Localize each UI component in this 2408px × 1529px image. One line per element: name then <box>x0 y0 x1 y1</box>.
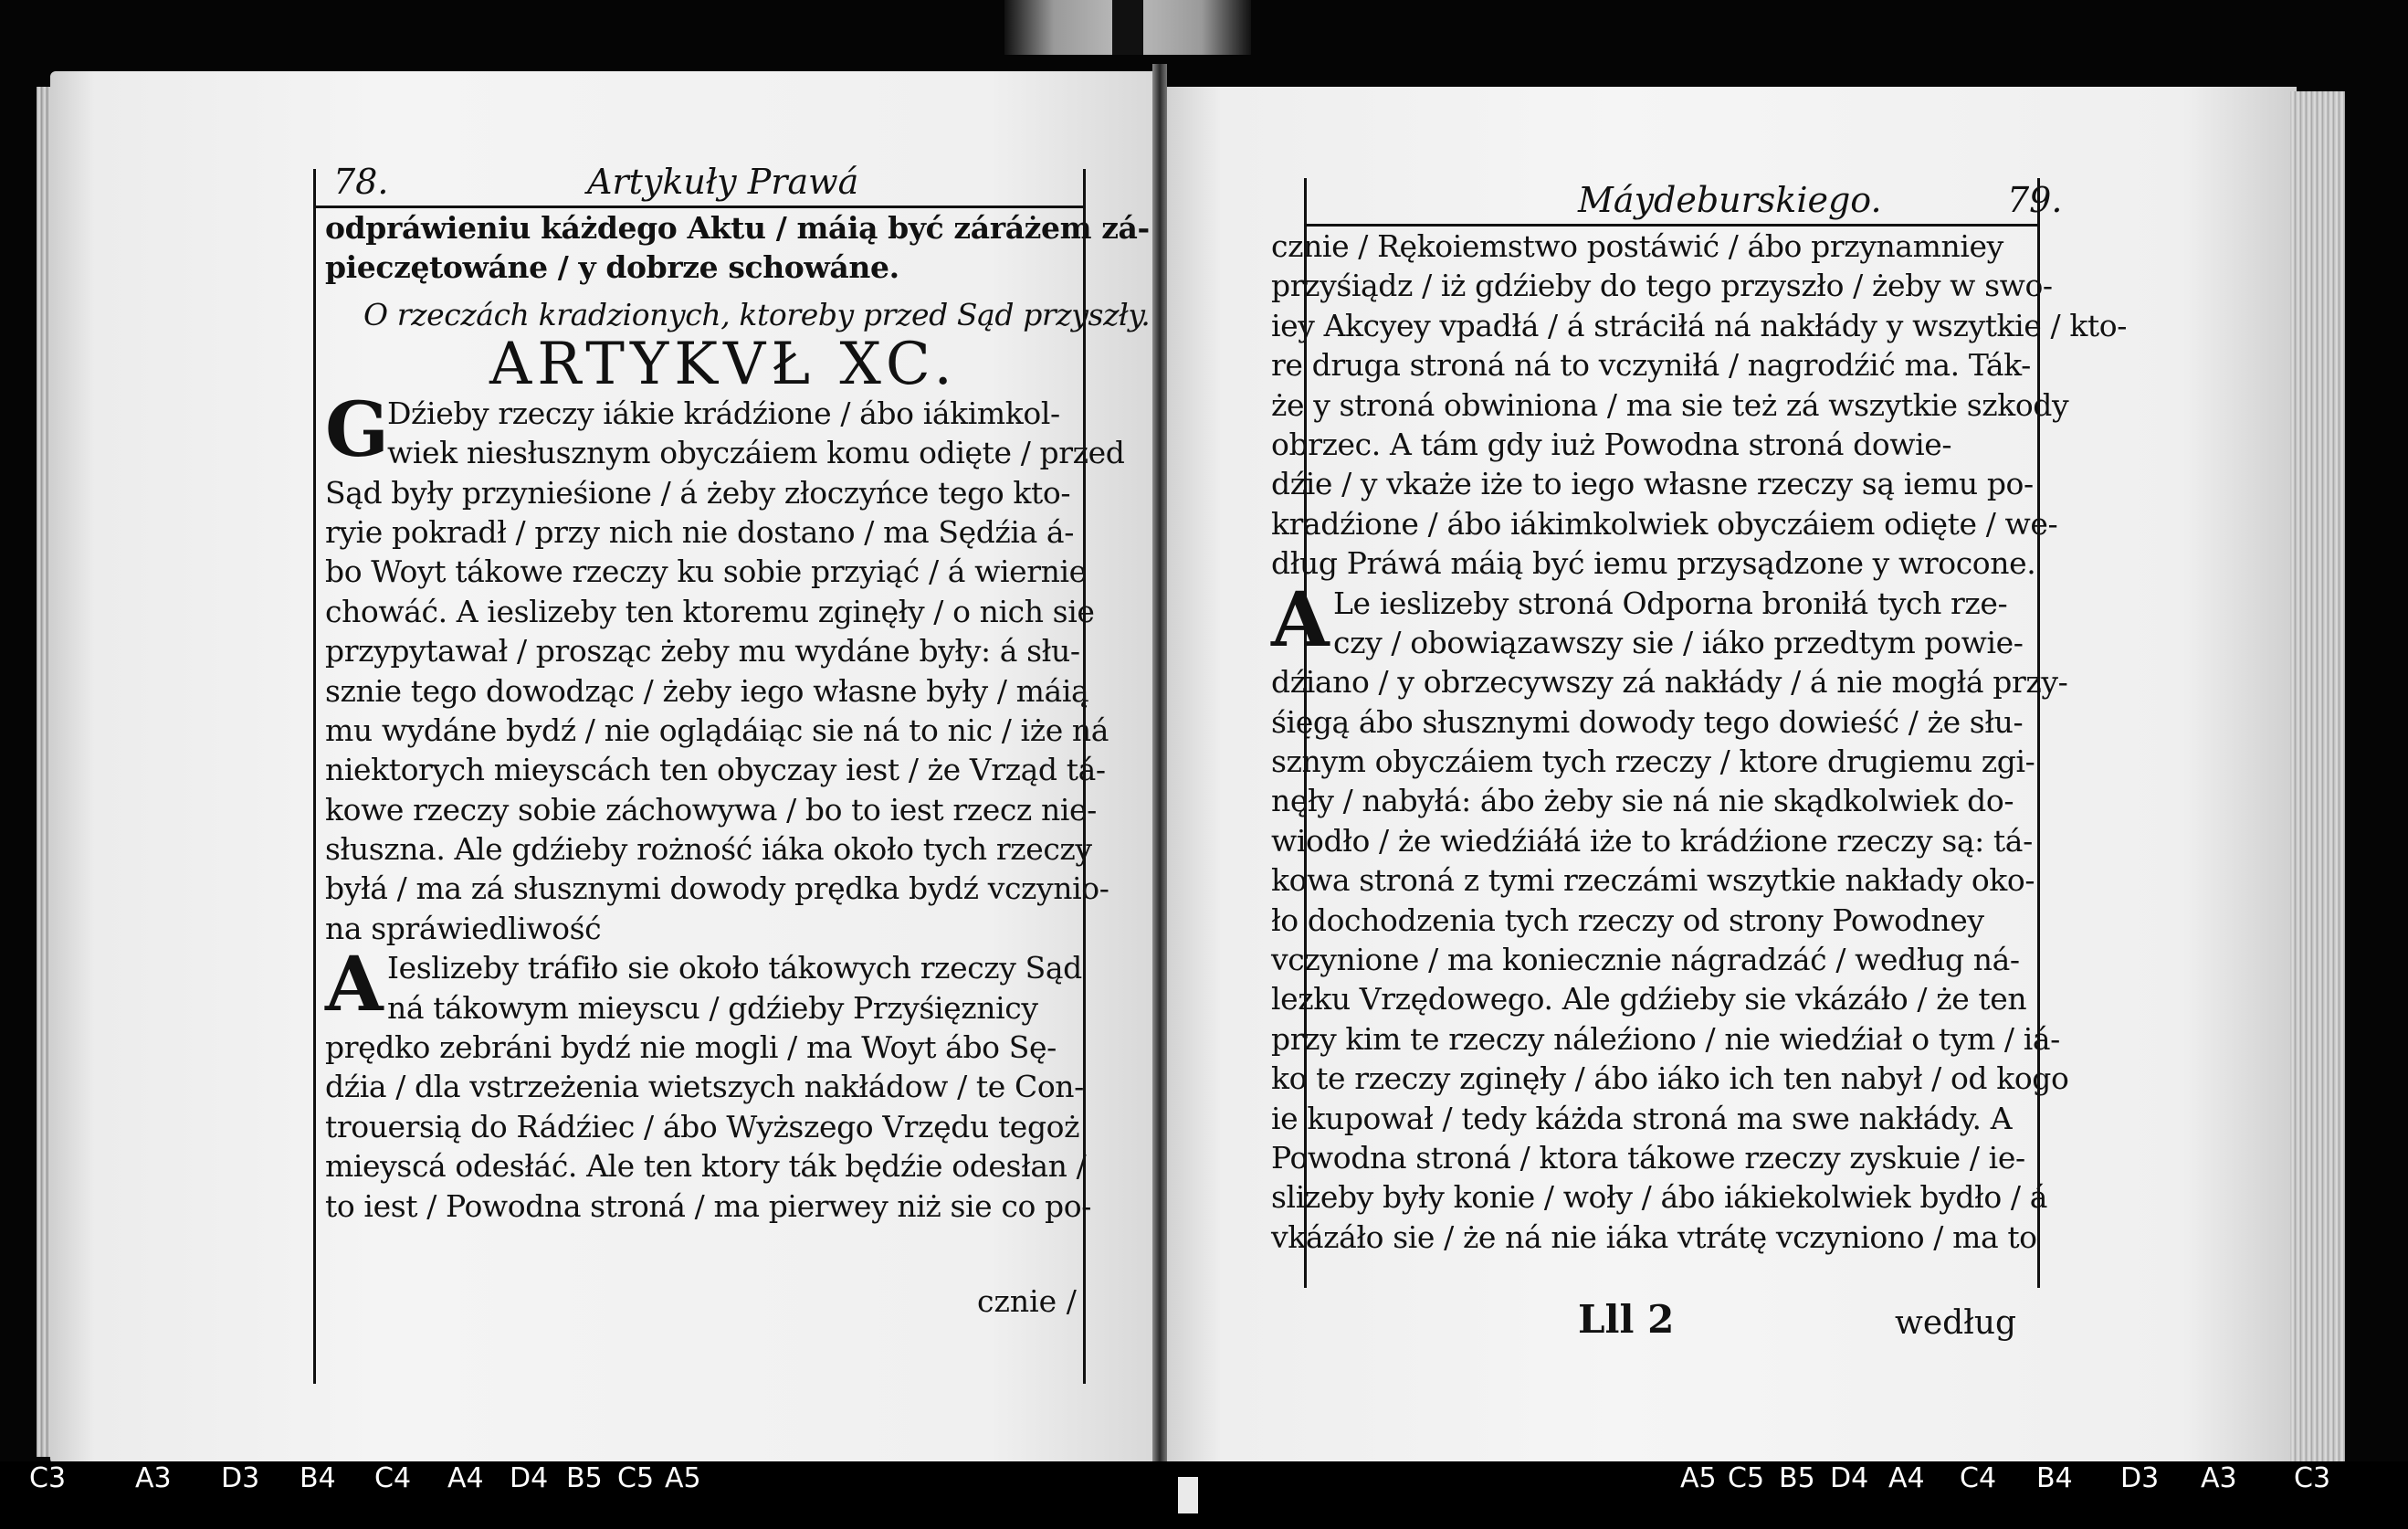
text-line: to iest / Powodna stroná / ma pierwey niż sie co po- <box>325 1187 1091 1224</box>
paragraph-2 <box>1271 575 2127 1258</box>
text-line: wiodło / że wiedźiáłá iże to krádźione rzeczy są: tá- <box>1271 822 2033 859</box>
text-line: lezku Vrzędowego. Ale gdźieby sie vkázáło / że ten <box>1271 981 2027 1018</box>
paragraph-2 <box>325 941 1150 1226</box>
text-line: przyśiądz / iż gdźieby do tego przyszło / żeby w swo- <box>1271 268 2053 304</box>
text-line: śięgą ábo słusznymi dowody tego dowieść / że słu- <box>1271 703 2024 740</box>
left-running-head: Artykuły Prawá <box>587 162 859 202</box>
left-page-text <box>325 208 1150 1226</box>
film-label: A3 <box>135 1462 172 1494</box>
text-line: ło dochodzenia tych rzeczy od strony Powodney <box>1271 902 1984 938</box>
text-line: na spráwiedliwość <box>325 910 602 946</box>
text-line: re druga stroná ná to vczyniłá / nagrodźić ma. Ták- <box>1271 347 2031 384</box>
film-label: D4 <box>1830 1462 1869 1494</box>
film-label: C3 <box>2294 1462 2331 1494</box>
text-line: byłá / ma zá słusznymi dowody prędka bydź vczynio- <box>325 870 1109 907</box>
film-label: B5 <box>1779 1462 1815 1494</box>
text-line: ryie pokradł / przy nich nie dostano / ma Sędźia á- <box>325 513 1074 550</box>
text-line: czy / obowiązawszy sie / iáko przedtym powie- <box>1333 624 2024 660</box>
right-running-head: Máydeburskiego. <box>1578 180 1882 220</box>
film-label: C4 <box>374 1462 412 1494</box>
text-line: przypytawał / prosząc żeby mu wydáne były: á słu- <box>325 633 1080 670</box>
film-label: C3 <box>29 1462 67 1494</box>
top-light-strip <box>1004 0 1251 55</box>
text-line: kradźione / ábo iákimkolwiek obyczáiem odięte / we- <box>1271 505 2058 542</box>
text-line: dźie / y vkaże iże to iego własne rzeczy są iemu po- <box>1271 466 2034 502</box>
film-label: D4 <box>510 1462 549 1494</box>
book-gutter <box>1152 64 1167 1471</box>
text-line: Ieslizeby tráfiło sie około tákowych rzeczy Sąd <box>387 950 1082 986</box>
text-line: przy kim te rzeczy náleźiono / nie wiedźiał o tym / iá- <box>1271 1020 2060 1057</box>
text-line: że y stroná obwiniona / ma sie też zá wszytkie szkody <box>1271 386 2069 423</box>
text-line: slizeby były konie / woły / ábo iákiekolwiek bydło / á <box>1271 1179 2047 1216</box>
film-label: C5 <box>1728 1462 1765 1494</box>
text-line: mieyscá odesłáć. Ale ten ktory ták będźie odesłan / <box>325 1148 1087 1185</box>
text-line: prędko zebráni bydź nie mogli / ma Woyt ábo Sę- <box>325 1029 1057 1066</box>
film-label: B4 <box>300 1462 336 1494</box>
text-line: sznie tego dowodząc / żeby iego własne były / máią <box>325 672 1089 709</box>
text-line: ko te rzeczy zginęły / ábo iáko ich ten nabył / od kogo <box>1271 1060 2069 1097</box>
film-label: A4 <box>447 1462 484 1494</box>
right-book-edge <box>2290 91 2345 1461</box>
film-label: D3 <box>221 1462 260 1494</box>
text-line: obrzec. A tám gdy iuż Powodna stroná dowie- <box>1271 426 1952 462</box>
text-line: Le ieslizeby stroná Odporna broniłá tych rze- <box>1333 585 2008 621</box>
text-line: sznym obyczáiem tych rzeczy / ktore drugiemu zgi- <box>1271 743 2035 780</box>
text-line: kowe rzeczy sobie záchowywa / bo to iest rzecz nie- <box>325 791 1097 828</box>
film-label: B4 <box>2036 1462 2073 1494</box>
continuation-line: odpráwieniu káżdego Aktu / máią być záráżem zá- <box>325 210 1150 246</box>
top-light-gap <box>1112 0 1143 55</box>
text-line: wiek niesłusznym obyczáiem komu odięte / przed <box>387 435 1125 471</box>
continuation-line: pieczętowáne / y dobrze schowáne. <box>325 249 899 286</box>
film-label: A5 <box>665 1462 701 1494</box>
film-label: A5 <box>1680 1462 1717 1494</box>
text-line: kowa stroná z tymi rzeczámi wszytkie nakłady oko- <box>1271 862 2035 899</box>
paragraph-1 <box>325 385 1150 948</box>
film-label: A4 <box>1888 1462 1925 1494</box>
text-line: Sąd były przynieśione / á żeby złoczyńce tego kto- <box>325 474 1071 511</box>
left-custos: cznie / <box>977 1283 1077 1319</box>
paragraph-1 <box>1271 227 2127 584</box>
text-line: Powodna stroná / ktora tákowe rzeczy zyskuie / ie- <box>1271 1139 2025 1176</box>
signature-mark: Lll 2 <box>1578 1297 1675 1342</box>
text-line: dźia / dla vstrzeżenia wietszych nakłádow / te Con- <box>325 1069 1084 1105</box>
text-line: bo Woyt tákowe rzeczy ku sobie przyiąć / á wiernie <box>325 554 1087 590</box>
text-line: niektorych mieyscách ten obyczay iest / że Vrząd tá- <box>325 752 1106 788</box>
drop-initial: G <box>325 385 389 474</box>
article-subtitle: O rzeczách kradzionych, ktoreby przed Sąd przyszły. <box>363 296 1151 332</box>
film-frame-marker <box>1178 1477 1198 1513</box>
drop-initial: A <box>325 941 384 1029</box>
text-line: iey Akcyey vpadłá / á stráciłá ná nakłády y wszytkie / kto- <box>1271 307 2128 343</box>
film-label: C5 <box>617 1462 655 1494</box>
text-line: chowáć. A ieslizeby ten ktoremu zginęły / o nich sie <box>325 593 1095 629</box>
drop-initial: A <box>1271 575 1330 664</box>
text-line: ie kupował / tedy káżda stroná ma swe nakłády. A <box>1271 1100 2013 1136</box>
left-page-header <box>313 160 1083 208</box>
right-page-header <box>1304 178 2063 227</box>
text-line: vczynione / ma koniecznie nágradzáć / według ná- <box>1271 942 2020 978</box>
text-line: ná tákowym mieyscu / gdźieby Przyśięznicy <box>387 989 1038 1026</box>
text-line: słuszna. Ale gdźieby rożność iáka około tych rzeczy <box>325 831 1092 868</box>
right-page-text <box>1271 227 2127 1257</box>
right-custos: według <box>1895 1304 2017 1342</box>
left-page-number: 78. <box>333 162 389 202</box>
film-label: C4 <box>1960 1462 1997 1494</box>
text-line: dźiano / y obrzecywszy zá nakłády / á nie mogłá przy- <box>1271 664 2068 701</box>
text-line: mu wydáne bydź / nie oglądáiąc sie ná to nic / iże ná <box>325 712 1109 748</box>
article-title: ARTYKVŁ XC. <box>489 330 958 398</box>
text-line: dług Práwá máią być iemu przysądzone y wrocone. <box>1271 545 2036 582</box>
film-label: D3 <box>2120 1462 2160 1494</box>
text-line: Dźieby rzeczy iákie krádźione / ábo iákimkol- <box>387 395 1060 431</box>
right-page-number: 79. <box>2007 180 2063 220</box>
film-label: B5 <box>566 1462 603 1494</box>
text-line: trouersią do Rádźiec / ábo Wyższego Vrzędu tegoż <box>325 1108 1080 1144</box>
text-line: vkázáło sie / że ná nie iáka vtrátę vczyniono / ma to <box>1271 1218 2037 1255</box>
text-line: nęły / nabyłá: ábo żeby sie ná nie skądkolwiek do- <box>1271 783 2014 819</box>
text-line: cznie / Rękoiemstwo postáwić / ábo przynamniey <box>1271 228 2003 264</box>
film-label: A3 <box>2201 1462 2237 1494</box>
